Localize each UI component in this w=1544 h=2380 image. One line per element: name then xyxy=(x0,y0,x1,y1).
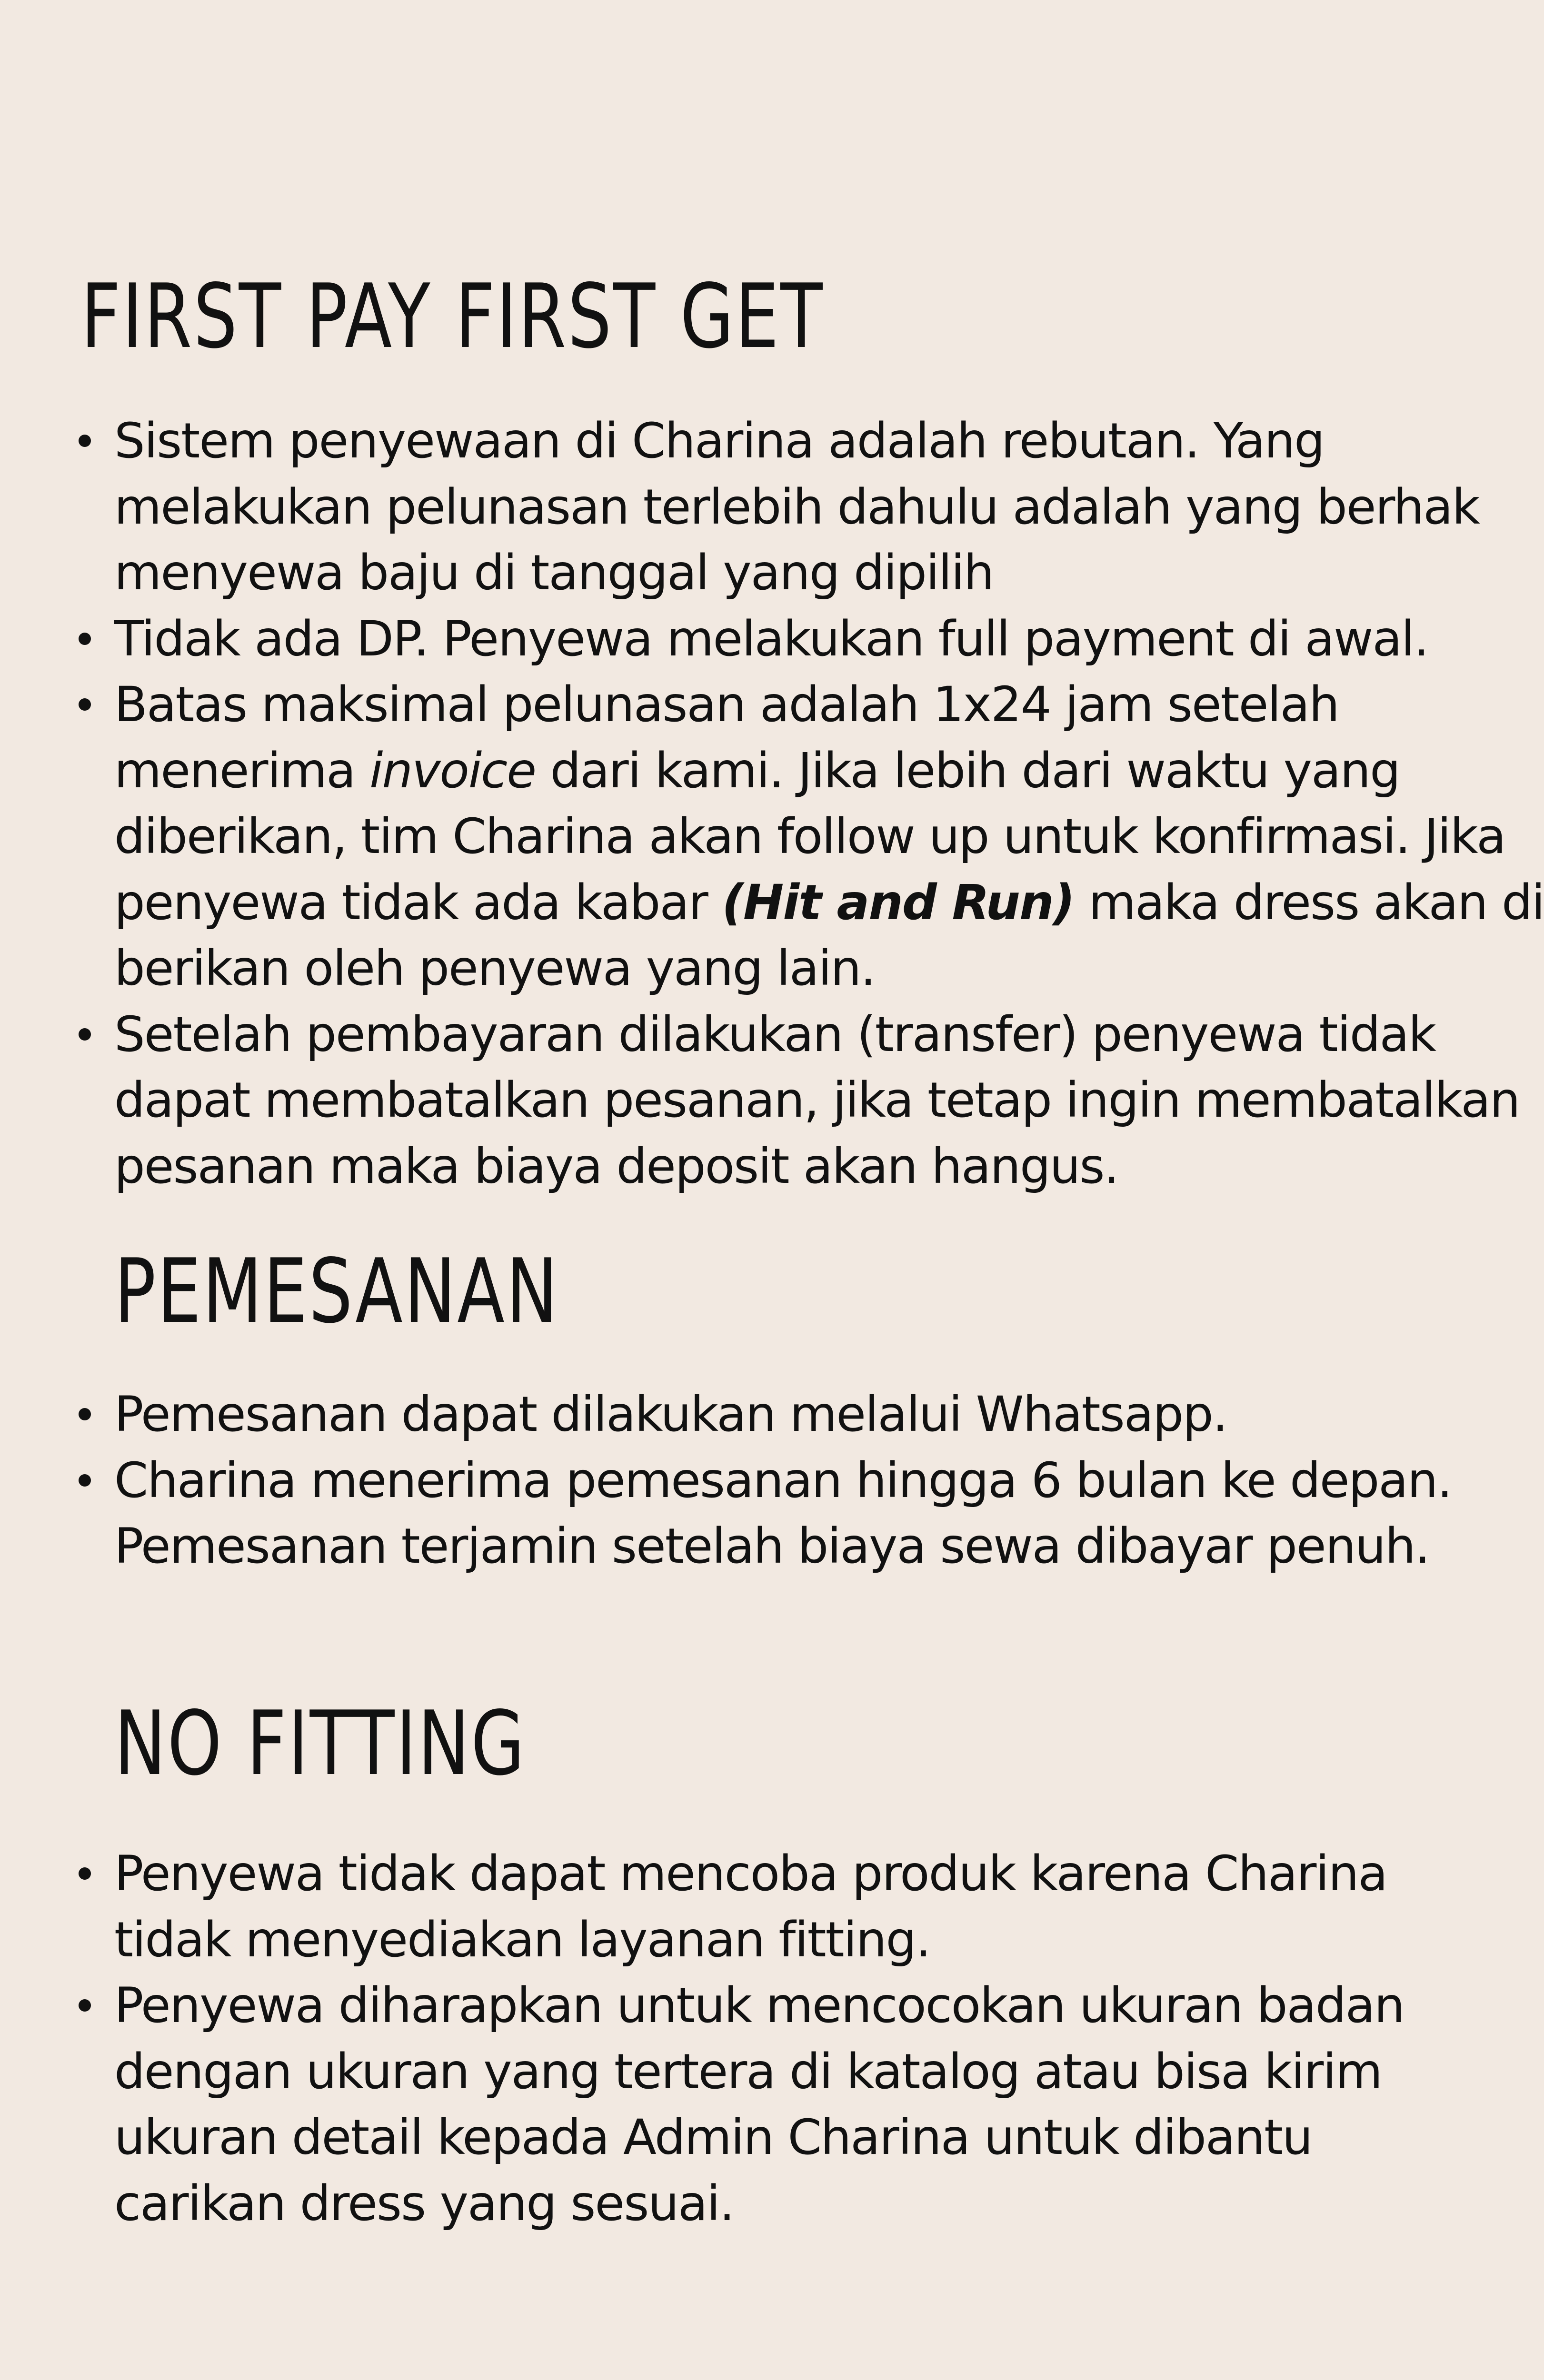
list-item-line: Penyewa tidak dapat mencoba produk karena Charina xyxy=(114,1845,1387,1902)
list-item-line: diberikan, tim Charina akan follow up untuk konfirmasi. Jika xyxy=(114,808,1505,865)
list-item-line: Pemesanan terjamin setelah biaya sewa dibayar penuh. xyxy=(114,1518,1430,1575)
list-item-line: Setelah pembayaran dilakukan (transfer) penyewa tidak xyxy=(114,1006,1436,1063)
list-item-line: carikan dress yang sesuai. xyxy=(114,2175,734,2232)
list-item xyxy=(114,1002,1520,1200)
list-item-line: dapat membatalkan pesanan, jika tetap ingin membatalkan xyxy=(114,1072,1520,1129)
list-item-line xyxy=(114,870,1544,936)
list-item-line: melakukan pelunasan terlebih dahulu adalah yang berhak xyxy=(114,478,1479,536)
bullet-icon xyxy=(79,1867,91,1880)
list-item xyxy=(114,1382,1466,1448)
bullet-icon xyxy=(79,1474,91,1487)
list-item xyxy=(114,408,1479,606)
invoice-emphasis: invoice xyxy=(369,742,536,799)
list-item-line: Pemesanan dapat dilakukan melalui Whatsapp. xyxy=(114,1386,1227,1443)
list-item xyxy=(114,1973,1466,2237)
first-pay-rules-list xyxy=(114,408,1544,1200)
list-item-line: menyewa baju di tanggal yang dipilih xyxy=(114,545,994,601)
list-item-line xyxy=(114,738,1466,804)
list-item-line: pesanan maka biaya deposit akan hangus. xyxy=(114,1138,1118,1195)
list-item-line: Tidak ada DP. Penyewa melakukan full payment di awal. xyxy=(114,610,1428,667)
list-item xyxy=(114,1448,1466,1580)
list-item-line: dengan ukuran yang tertera di katalog atau bisa kirim xyxy=(114,2043,1382,2100)
hit-and-run-emphasis: (Hit and Run) xyxy=(722,874,1075,931)
list-item-line: Batas maksimal pelunasan adalah 1x24 jam setelah xyxy=(114,676,1339,733)
list-item xyxy=(114,606,1466,673)
list-item-line: ukuran detail kepada Admin Charina untuk dibantu xyxy=(114,2109,1312,2166)
list-item xyxy=(114,1841,1466,1973)
text-segment: penyewa tidak ada kabar xyxy=(114,874,722,931)
bullet-icon xyxy=(79,698,91,711)
list-item-line: Penyewa diharapkan untuk mencocokan ukuran badan xyxy=(114,1977,1404,2034)
section-title-first-pay-first-get: FIRST PAY FIRST GET xyxy=(81,265,824,368)
bullet-icon xyxy=(79,1028,91,1041)
section-title-pemesanan: PEMESANAN xyxy=(114,1240,559,1343)
text-segment: maka dress akan di xyxy=(1074,874,1544,931)
bullet-icon xyxy=(79,435,91,447)
pemesanan-rules-list xyxy=(114,1382,1466,1580)
text-segment: menerima xyxy=(114,742,370,799)
bullet-icon xyxy=(79,1999,91,2012)
list-item-line: Charina menerima pemesanan hingga 6 bulan ke depan. xyxy=(114,1452,1452,1509)
bullet-icon xyxy=(79,1408,91,1420)
section-title-no-fitting: NO FITTING xyxy=(114,1692,526,1795)
list-item xyxy=(114,672,1544,1002)
no-fitting-rules-list xyxy=(114,1841,1466,2237)
text-segment: dari kami. Jika lebih dari waktu yang xyxy=(536,742,1400,799)
list-item-line: tidak menyediakan layanan fitting. xyxy=(114,1911,930,1968)
list-item-line: berikan oleh penyewa yang lain. xyxy=(114,940,875,997)
bullet-icon xyxy=(79,633,91,645)
list-item-line: Sistem penyewaan di Charina adalah rebutan. Yang xyxy=(114,413,1324,469)
